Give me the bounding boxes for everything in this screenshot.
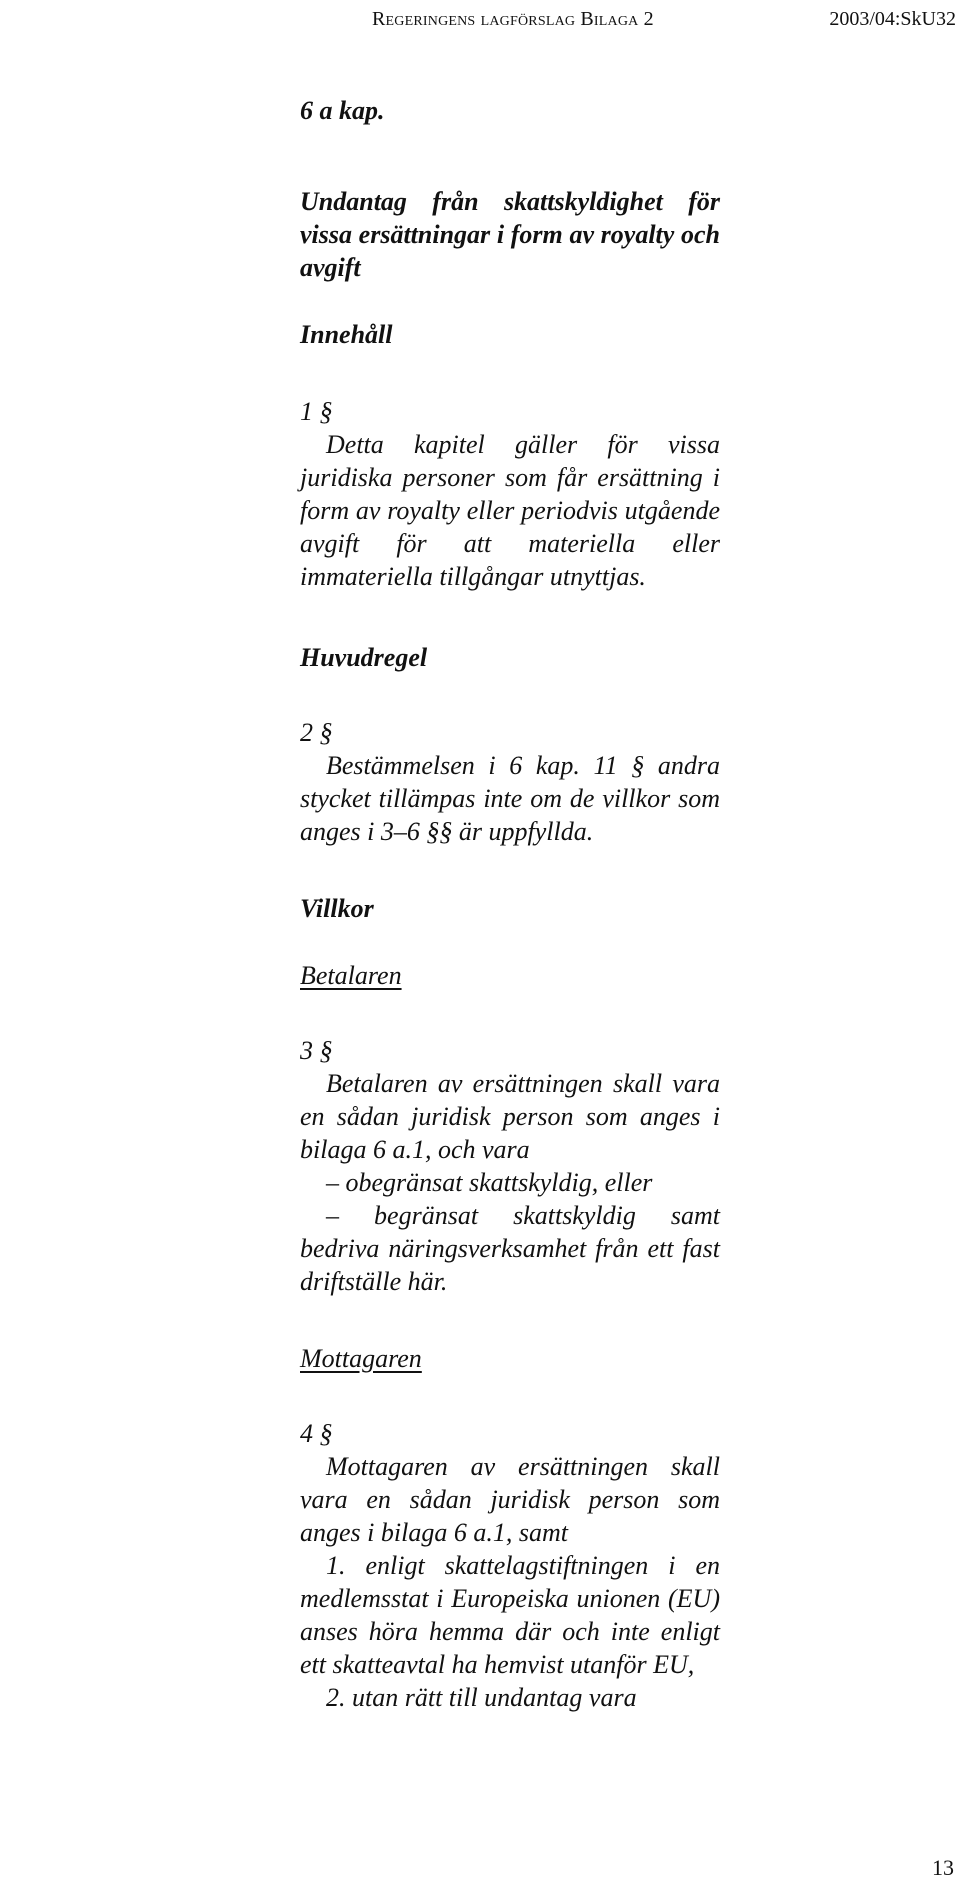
section-1-number: 1 § [300,397,333,426]
header-title: Regeringens lagförslag Bilaga 2 [372,8,654,30]
subheading-mottagaren: Mottagaren [300,1344,422,1373]
section-3-item-1: – obegränsat skattskyldig, eller [326,1168,653,1197]
section-4-text: Mottagaren av ersättningen skall vara en sådan juridisk person som anges i bilaga 6 a.1, samt [300,1452,720,1547]
page-header [0,4,960,34]
heading-villkor: Villkor [300,894,374,923]
section-1-text: Detta kapitel gäller för vissa juridiska personer som får ersättning i form av royalty eller periodvis utgående avgift för att materiella eller immateriella tillgångar utnyttjas. [300,430,720,591]
section-3-item-2: – begränsat skattskyldig samt bedriva näringsverksamhet från ett fast driftställe här. [300,1201,720,1296]
subheading-betalaren: Betalaren [300,961,402,990]
section-4-number: 4 § [300,1419,333,1448]
section-3-number: 3 § [300,1036,333,1065]
heading-huvudregel: Huvudregel [300,643,428,672]
heading-innehall: Innehåll [300,320,393,349]
document-reference: 2003/04:SkU32 [829,8,956,30]
chapter-heading: 6 a kap. [300,96,385,125]
section-3-text: Betalaren av ersättningen skall vara en sådan juridisk person som anges i bilaga 6 a.1, och vara [300,1069,720,1164]
section-4-item-2: 2. utan rätt till undantag vara [326,1683,637,1712]
section-4-item-1: 1. enligt skattelagstiftningen i en medlemsstat i Europeiska unionen (EU) anses höra hemma där och inte enligt ett skatteavtal ha hemvist utanför EU, [300,1551,720,1679]
document-body [300,82,720,1714]
section-2-text: Bestämmelsen i 6 kap. 11 § andra stycket tillämpas inte om de villkor som anges i 3–6 §§ är uppfyllda. [300,751,720,846]
section-2-number: 2 § [300,718,333,747]
chapter-title: Undantag från skattskyldighet för vissa ersättningar i form av royalty och avgift [300,187,720,282]
page-number: 13 [932,1855,954,1880]
